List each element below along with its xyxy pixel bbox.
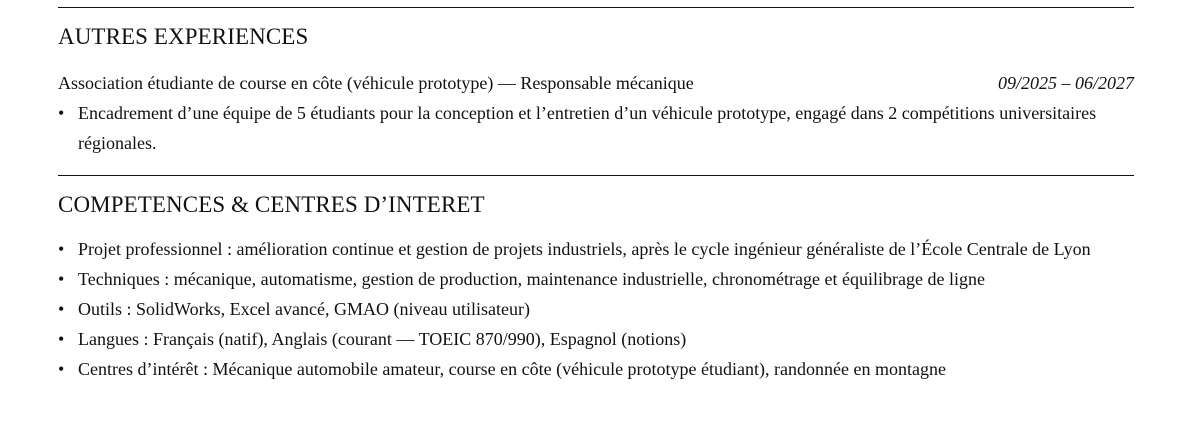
bullet-icon: •: [58, 103, 65, 123]
bullet-icon: •: [58, 299, 65, 319]
bullet-icon: •: [58, 269, 65, 289]
skill-item-projet: Projet professionnel : amélioration continue et gestion de projets industriels, après le cycle ingénieur généraliste de l’École Centrale de Lyon: [78, 239, 1091, 259]
section-heading-competences: COMPETENCES & CENTRES D’INTERET: [58, 192, 485, 217]
list-item: [58, 98, 1138, 158]
skill-item-langues: Langues : Français (natif), Anglais (courant — TOEIC 870/990), Espagnol (notions): [78, 329, 687, 349]
experience-bullet-text: Encadrement d’une équipe de 5 étudiants pour la conception et l’entretien d’un véhicule prototype, engagé dans 2 compétitions universitaires régionales.: [78, 103, 1097, 153]
experience-bullet-list: [58, 98, 1138, 158]
section-heading-experiences: AUTRES EXPERIENCES: [58, 24, 309, 49]
section-divider: [58, 175, 1134, 176]
list-item: [58, 324, 1138, 354]
list-item: [58, 354, 1138, 384]
list-item: [58, 234, 1138, 264]
bullet-icon: •: [58, 239, 65, 259]
section-divider-top: [58, 7, 1134, 8]
list-item: [58, 264, 1138, 294]
skill-item-outils: Outils : SolidWorks, Excel avancé, GMAO (niveau utilisateur): [78, 299, 530, 319]
experience-title: Association étudiante de course en côte (véhicule prototype) — Responsable mécanique: [58, 73, 694, 93]
bullet-icon: •: [58, 329, 65, 349]
skill-item-techniques: Techniques : mécanique, automatisme, gestion de production, maintenance industrielle, chronométrage et équilibrage de ligne: [78, 269, 985, 289]
skill-item-centres-interet: Centres d’intérêt : Mécanique automobile amateur, course en côte (véhicule prototype étudiant), randonnée en montagne: [78, 359, 946, 379]
list-item: [58, 294, 1138, 324]
bullet-icon: •: [58, 359, 65, 379]
experience-entry: [58, 72, 1134, 94]
experience-dates: 09/2025 – 06/2027: [997, 73, 1134, 93]
skills-bullet-list: [58, 234, 1138, 384]
